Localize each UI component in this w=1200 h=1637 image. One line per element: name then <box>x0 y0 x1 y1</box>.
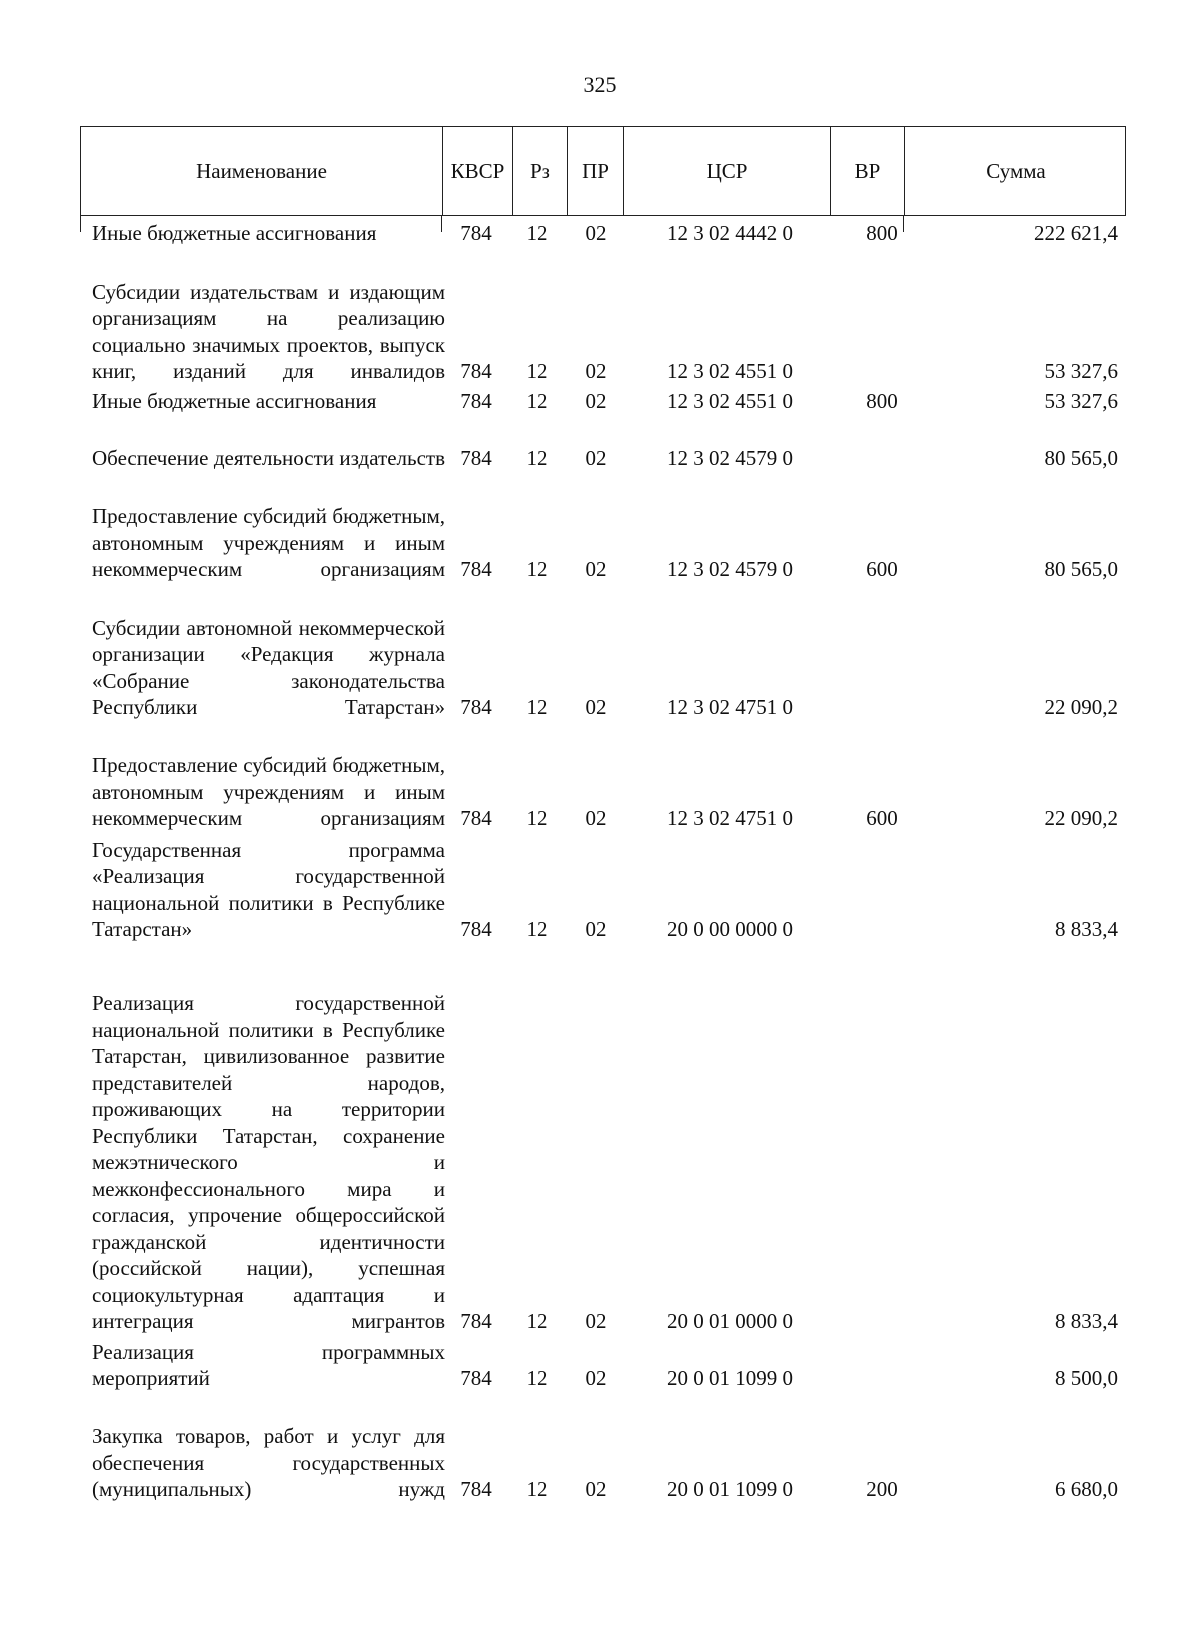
row-vr: 800 <box>866 389 898 413</box>
row-name: Обеспечение деятельности издательств <box>92 446 445 470</box>
table-row <box>80 943 1126 1335</box>
row-name: Реализация программных мероприятий <box>92 1339 445 1390</box>
row-pr: 02 <box>585 389 607 413</box>
table-row <box>80 415 1126 472</box>
budget-table <box>80 220 1126 1503</box>
row-sum: 222 621,4 <box>1034 221 1118 245</box>
row-kvsr: 784 <box>460 1366 492 1390</box>
row-csr: 12 3 02 4751 0 <box>667 806 793 830</box>
table-row <box>80 385 1126 415</box>
row-name: Субсидии автономной некоммерческой организации «Редакция журнала «Собрание законодательства Республики Татарстан» <box>92 615 445 719</box>
row-name: Государственная программа «Реализация государственной национальной политики в Республике Татарстан» <box>92 837 445 941</box>
row-sum: 6 680,0 <box>1055 1477 1118 1501</box>
row-csr: 12 3 02 4551 0 <box>667 389 793 413</box>
header-sum: Сумма <box>904 127 1127 215</box>
row-name: Иные бюджетные ассигнования <box>92 389 377 413</box>
row-rz: 12 <box>526 1366 548 1390</box>
table-row <box>80 721 1126 832</box>
row-kvsr: 784 <box>460 359 492 383</box>
row-csr: 20 0 00 0000 0 <box>667 917 793 941</box>
row-vr: 600 <box>866 557 898 581</box>
row-sum: 53 327,6 <box>1044 359 1118 383</box>
row-kvsr: 784 <box>460 1309 492 1333</box>
row-sum: 80 565,0 <box>1044 446 1118 470</box>
row-kvsr: 784 <box>460 1477 492 1501</box>
row-pr: 02 <box>585 221 607 245</box>
header-rz: Рз <box>512 127 567 215</box>
row-sum: 8 500,0 <box>1055 1366 1118 1390</box>
row-rz: 12 <box>526 695 548 719</box>
row-vr: 800 <box>866 221 898 245</box>
row-vr: 200 <box>866 1477 898 1501</box>
row-csr: 12 3 02 4579 0 <box>667 557 793 581</box>
row-kvsr: 784 <box>460 695 492 719</box>
row-csr: 20 0 01 1099 0 <box>667 1477 793 1501</box>
row-sum: 8 833,4 <box>1055 1309 1118 1333</box>
header-kvsr: КВСР <box>442 127 512 215</box>
row-kvsr: 784 <box>460 557 492 581</box>
row-pr: 02 <box>585 446 607 470</box>
row-name: Предоставление субсидий бюджетным, автономным учреждениям и иным некоммерческим организациям <box>92 753 445 830</box>
row-pr: 02 <box>585 917 607 941</box>
row-pr: 02 <box>585 557 607 581</box>
header-csr: ЦСР <box>623 127 830 215</box>
table-row <box>80 472 1126 583</box>
row-name: Реализация государственной национальной политики в Республике Татарстан, цивилизованное развитие представителей народов, проживающих на территории Республики Татарстан, сохранение межэтнического и межконфессионального мира и согласия, упрочение общероссийской гражданской идентичности (российской нации), успешная социокультурная адаптация и интеграция мигрантов <box>92 991 445 1333</box>
row-csr: 20 0 01 1099 0 <box>667 1366 793 1390</box>
page-number: 325 <box>583 72 617 97</box>
row-csr: 12 3 02 4442 0 <box>667 221 793 245</box>
header-pr: ПР <box>567 127 623 215</box>
row-rz: 12 <box>526 806 548 830</box>
row-kvsr: 784 <box>460 917 492 941</box>
row-name: Иные бюджетные ассигнования <box>92 221 377 245</box>
row-rz: 12 <box>526 1309 548 1333</box>
header-vr: ВР <box>830 127 904 215</box>
row-csr: 12 3 02 4751 0 <box>667 695 793 719</box>
row-kvsr: 784 <box>460 221 492 245</box>
row-rz: 12 <box>526 1477 548 1501</box>
row-kvsr: 784 <box>460 389 492 413</box>
row-csr: 12 3 02 4551 0 <box>667 359 793 383</box>
row-name: Предоставление субсидий бюджетным, автономным учреждениям и иным некоммерческим организациям <box>92 504 445 581</box>
row-sum: 8 833,4 <box>1055 917 1118 941</box>
table-row <box>80 832 1126 943</box>
row-sum: 22 090,2 <box>1044 695 1118 719</box>
row-pr: 02 <box>585 359 607 383</box>
row-csr: 20 0 01 0000 0 <box>667 1309 793 1333</box>
row-rz: 12 <box>526 917 548 941</box>
row-pr: 02 <box>585 1366 607 1390</box>
row-pr: 02 <box>585 806 607 830</box>
table-row <box>80 1392 1126 1503</box>
row-kvsr: 784 <box>460 446 492 470</box>
header-name: Наименование <box>196 158 327 183</box>
row-rz: 12 <box>526 221 548 245</box>
row-name: Субсидии издательствам и издающим организациям на реализацию социально значимых проектов, выпуск книг, изданий для инвалидов <box>92 279 445 383</box>
table-row <box>80 220 1126 247</box>
row-pr: 02 <box>585 1309 607 1333</box>
table-header <box>80 126 1126 216</box>
table-row <box>80 247 1126 385</box>
row-vr: 600 <box>866 806 898 830</box>
table-row <box>80 1335 1126 1392</box>
row-sum: 53 327,6 <box>1044 389 1118 413</box>
row-pr: 02 <box>585 695 607 719</box>
table-row <box>80 583 1126 721</box>
row-pr: 02 <box>585 1477 607 1501</box>
row-rz: 12 <box>526 446 548 470</box>
row-sum: 80 565,0 <box>1044 557 1118 581</box>
row-name: Закупка товаров, работ и услуг для обеспечения государственных (муниципальных) нужд <box>92 1424 445 1501</box>
row-rz: 12 <box>526 389 548 413</box>
row-csr: 12 3 02 4579 0 <box>667 446 793 470</box>
row-kvsr: 784 <box>460 806 492 830</box>
row-rz: 12 <box>526 359 548 383</box>
row-rz: 12 <box>526 557 548 581</box>
row-sum: 22 090,2 <box>1044 806 1118 830</box>
